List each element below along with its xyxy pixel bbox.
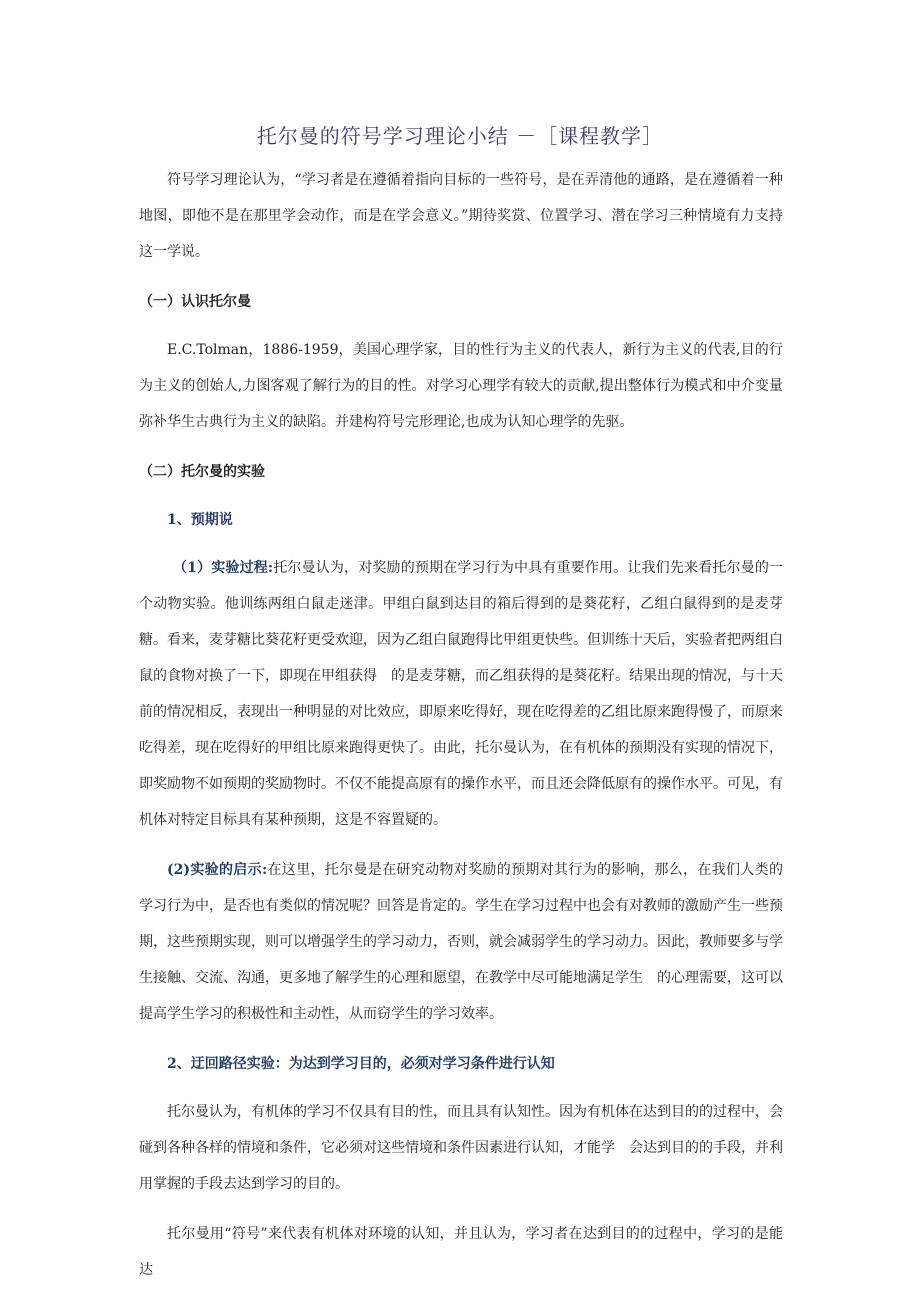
experiment-process-label: （1）实验过程: (173, 560, 274, 576)
detour-paragraph-1: 托尔曼认为，有机体的学习不仅具有目的性，而且具有认知性。因为有机体在达到目的的过程中，会碰到各种各样的情境和条件，它必须对这些情境和条件因素进行认知，才能学 会达到目的的手段，并利用掌握的手段去达到学习的目的。 (139, 1104, 783, 1192)
intro-paragraph: 符号学习理论认为，“学习者是在遵循着指向目标的一些符号，是在弄清他的通路，是在遵循着一种地图，即他不是在那里学会动作，而是在学会意义。”期待奖赏、位置学习、潜在学习三种情境有力支持这一学说。 (139, 172, 783, 260)
experiment-insight-text: 在这里，托尔曼是在研究动物对奖励的预期对其行为的影响，那么，在我们人类的学习行为中，是否也有类似的情况呢？回答是肯定的。学生在学习过程中也会有对教师的激励产生一些预期，这些预期实现，则可以增强学生的学习动力，否则，就会减弱学生的学习动力。因此，教师要多与学生接触、交流、沟通，更多地了解学生的心理和愿望，在教学中尽可能地满足学生 的心理需要，这可以提高学生学习的积极性和主动性，从而窃学生的学习效率。 (139, 862, 783, 1022)
experiment-insight-label: (2)实验的启示: (167, 862, 268, 878)
experiment-process-paragraph (139, 550, 783, 838)
section-heading-1: （一）认识托尔曼 (139, 294, 251, 310)
document-body (139, 162, 783, 1302)
experiment-insight-paragraph (139, 852, 783, 1032)
subsection-heading-1: 1、预期说 (167, 512, 233, 528)
section-1-paragraph: E.C.Tolman，1886-1959，美国心理学家，目的性行为主义的代表人，新行为主义的代表,目的行为主义的创始人,力图客观了解行为的目的性。对学习心理学有较大的贡献,提出整体行为模式和中介变量弥补华生古典行为主义的缺陷。并建构符号完形理论,也成为认知心理学的先驱。 (139, 342, 783, 430)
document-title: 托尔曼的符号学习理论小结 －［课程教学］ (256, 124, 664, 148)
experiment-process-text: 托尔曼认为，对奖励的预期在学习行为中具有重要作用。让我们先来看托尔曼的一个动物实验。他训练两组白鼠走迷津。甲组白鼠到达目的箱后得到的是葵花籽，乙组白鼠得到的是麦芽糖。看来，麦芽糖比葵花籽更受欢迎，因为乙组白鼠跑得比甲组更快些。但训练十天后，实验者把两组白鼠的食物对换了一下，即现在甲组获得 的是麦芽糖，而乙组获得的是葵花籽。结果出现的情况，与十天前的情况相反，表现出一种明显的对比效应，即原来吃得好，现在吃得差的乙组比原来跑得慢了，而原来吃得差，现在吃得好的甲组比原来跑得更快了。由此，托尔曼认为，在有机体的预期没有实现的情况下，即奖励物不如预期的奖励物时。不仅不能提高原有的操作水平，而且还会降低原有的操作水平。可见，有机体对特定目标具有某种预期，这是不容置疑的。 (139, 560, 783, 828)
section-heading-2: （二）托尔曼的实验 (139, 464, 265, 480)
detour-paragraph-2: 托尔曼用“符号”来代表有机体对环境的认知，并且认为，学习者在达到目的的过程中，学习的是能达 (139, 1226, 783, 1278)
subsection-heading-2: 2、迂回路径实验：为达到学习目的，必须对学习条件进行认知 (167, 1056, 555, 1072)
